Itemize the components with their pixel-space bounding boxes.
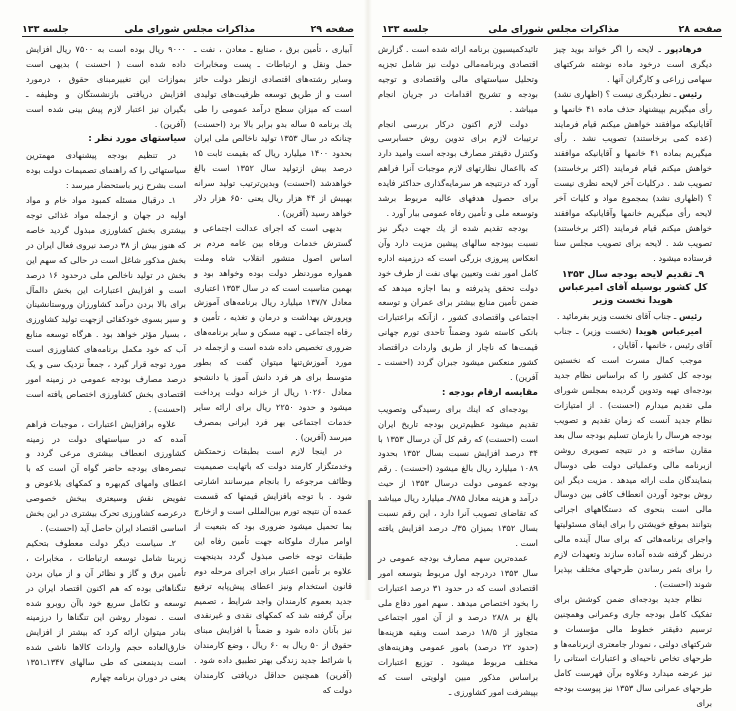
speech-text: (نخست وزیر) ـ جناب آقای رئیس ، خانمها ، آقایان ، [554, 325, 712, 351]
speaker-name: فرهادپور [665, 44, 702, 54]
left-page [0, 0, 368, 695]
paragraph: بودجه تقدیم شده از یك جهت دیگر نیز نسبت ببودجه سالهای پیشین مزیت دارد وآن انعکاس پیروزی بزرگی است که درزمینه اداره کامل امور نفت وتعیین بهای نفت از طرف خود دولت تحقق پذیرفته و بما اجازه میدهد که ضمن تأمین منابع بیشتر برای عمران و توسعه اجتماعی واقتصادی کشور ، ازآنکه براعتبارات بانکی کاسته شود وضمناً تاحدی تورم جهانی قیمت‌ها که ناچار از طریق واردات دراقتصاد کشور منعکس میشود جبران گردد (احسنت ـ آفرین) . [378, 222, 538, 382]
speaker-name: رئیس [678, 310, 702, 321]
paragraph: تائیدکمیسیون برنامه ارائه شده است . گزارش اقتصادی وبرنامه‌مالی دولت نیز شامل تجزیه وتحلیل سیاستهای مالی واقتصادی و توجیه بودجه و تشریح اقدامات در جریان انجام میباشد . [378, 44, 538, 114]
running-title: مذاکرات مجلس شورای ملی [124, 24, 256, 35]
section-heading: سیاستهای مورد نظر : [88, 134, 186, 145]
running-title: مذاکرات مجلس شورای ملی [488, 24, 620, 35]
session-number: جلسه ۱۳۳ [22, 24, 69, 35]
paragraph: دولت لازم اکنون درکار بررسی انجام ترتیبات لازم برای تدوین روش حسابرسی وکنترل دقیقتر مصارف بودجه است وامید دارد که بااعمال نظارتهای لازم موجبات آنرا فراهم آورد که درنتیجه هر سرمایه‌گذاری حداکثر فایده برای حصول هدفهای عالیه مربوط برشد وتوسعه ملی و تأمین رفاه عمومی ببار آورد . [378, 118, 538, 218]
agenda-item-heading: ۹ـ تقدیم لایحه بودجه سال ۱۳۵۳ کل کشور بوسیله آقای امیرعباس هویدا نخست وزیر [558, 268, 708, 306]
speaker-name: امیرعباس هویدا [635, 325, 702, 336]
speech-text: ـ نظردیگری نیست ؟ (اظهاری نشد) رأی میگیریم بپیشنهاد حذف ماده ۴۱ خانمها و آقایانیکه موافقند خواهش میکنم قیام فرمایند (عده کمی برخاستند) تصویب نشد . رأی میگیریم بماده ۴۱ خانمها و آقایانیکه موافقند خواهش میکنم قیام فرمایند (اکثر برخاستند) تصویب شد . درکلیات آخر لایحه نظری نیست ؟ (اظهاری نشد) بمجموع مواد و کلیات آخر لایحه رأی میگیریم خانمها وآقایانیکه موافقند خواهش میکنم قیام فرمایند (اکثر برخاستند) تصویب شد . لایحه برای تصویب مجلس سنا فرستاده میشود . [554, 88, 712, 263]
paragraph: ۹۰۰۰ ریال بوده است به ۷۵۰۰ ریال افزایش داده شده است ( احسنت ) بدیهی است بموازات این تغییرمبنای حقوق ، درمورد افزایش دریافتی بازنشستگان و وظیفه ـ بگیران نیز اعتبار لازم پیش بینی شده است (آفرین) . [26, 44, 186, 129]
left-page-inner-column [194, 42, 352, 698]
paragraph: بودجه‌ای که اینك برای رسیدگی وتصویب تقدیم میشود عظیم‌ترین بودجه تاریخ ایران است (احسنت) که رقم کل آن درسال ۱۳۵۳ با ۳۴ درصد افزایش نسبت بسال ۱۳۵۲ بحدود ۱۰۸۹ میلیارد ریال بالغ میشود (احسنت) . رقم بودجه عمومی دولت درسال ۱۳۵۳ از حیث درآمد و هزینه معادل ۷۸۵/ـ میلیارد ریال میباشد که تقاضای تصویب آنرا دارد ، این رقم نسبت بسال ۱۳۵۲ بمیزان ۳۵/ـ درصد افزایش یافته است . [378, 403, 538, 548]
paragraph: موجب کمال مسرت است که نخستین بودجه کل کشور را که براساس نظام جدید بودجه‌ای تهیه وتدوین گردیده بمجلس شورای ملی تقدیم میدارم (احسنت) . از امتیازات نظام جدید آنست که زمان تقدیم و تصویب بودجه هرسال را بازمان تسلیم بودجه سال بعد مقارن ساخته و در نتیجه تصویری روشن ازبرنامه مالی وعملیاتی دولت طی دوسال بنمایندگان ملت ارائه میدهد . مزیت دیگر این روش بوجود آوردن انعطاف کافی بین دوسال مالی است بنحوی که دستگاههای اجرائی بتوانند بموقع خویشتن را برای ایفای مسئولیتها واجرای برنامه‌هائی که برای سال آینده مالی درنظر گرفته شده آماده سازند وتعهدات لازم را برای بثمر رساندن طرحهای مختلف بپذیرا شوند (احسنت) . [554, 355, 712, 589]
page-number: صفحه ۲۹ [310, 24, 354, 35]
paragraph: در اینجا لازم است بطبقات زحمتکش وخدمتگزار کارمند دولت که باتهایت صمیمیت وظائف مرجوعه را بانجام میرسانند اشارتی شود . با توجه بافزایش قیمتها که قسمت عمده آن نتیجه تورم بین‌المللی است و ازخارج بما تحمیل میشود ضروری بود که بتبعیت از اوامر مبارك ملوکانه جهت تأمین رفاه این طبقات توجه خاصی مبذول گردد بدینجهت علاوه بر تأمین اعتبار برای اجرای مرحله دوم قانون استخدام ونیز اعطای پیش‌پایه ترفیع جدید بعموم کارمندان واجد شرایط ، تصمیم برآن گرفته شد که کمکهای نقدی و غیرنقدی نیز بآنان داده شود و ضمناً با افزایش مبنای حقوق از ۵۰ ریال به ۶۰ ریال ، وضع کارمندان با شرائط جدید زندگی بهتر تطبیق داده شود . (آفرین) همچنین حداقل دریافتی کارمندان دولت که [194, 446, 352, 695]
paragraph [554, 324, 712, 354]
right-page-outer-column [554, 42, 712, 711]
paragraph: علاوه برافزایش اعتبارات ، موجبات فراهم آمده که در سیاستهای دولت در زمینه کشاورزی انعطاف بیشتری مرعی گردد و تبصره‌های بودجه حاضر گواه آن است که با اعطای وامهای کم‌بهره و کمکهای بلاعوض و تفویض نقش وسیعتری ببخش خصوصی درعرصه کشاورزی تحرک بیشتری در این بخش اساسی اقتصاد ایران حاصل آید (احسنت) . [26, 418, 186, 533]
paragraph: ۱ـ درقبال مسئله کمبود مواد خام و مواد اولیه در جهان و ازجمله مواد غذائی توجه بیشتری بخش کشاورزی مبذول گردید خاصه که هنوز بیش از ۳۸ درصد نیروی فعال ایران در بخش مذکور شاغل است در حالی که سهم این بخش در تولید ناخالص ملی درحدود ۱۶ درصد است و افزایش اعتبارات این بخش دالمآل برای بالا بردن درآمد کشاورزان وروستانشینان و سیر بسوی خودکفائی ازجهت تولید کشاورزی ، بسیار مؤثر خواهد بود . هرگاه توسعه منابع آب که خود مکمل برنامه‌های کشاورزی است مورد توجه قرار گیرد ، جمعاً نزدیک سی و یک درصد مصارف بودجه عمومی در زمینه امور اقتصادی بخش کشاورزی اختصاص یافته است (احسنت) . [26, 195, 187, 414]
right-page [368, 0, 736, 709]
paragraph: ۲ـ سیاست دیگر دولت معطوف بتحکیم زیربنا شامل توسعه ارتباطات ، مخابرات ، تأمین برق و گاز و نظائر آن و از میان بردن تنگناهائی بوده که هم اکنون اقتصاد ایران در توسعه و تکامل سریع خود باآن روبرو شده است . نمودار روشن این تنگناها را درزمینه بنادر میتوان ارائه کرد که بیشتر از افزایش خارق‌العاده حجم واردات کالاها ناشی شده است بدینمعنی که طی سالهای ۱۳۴۷ـ۱۳۵۱ یعنی در دوران برنامه چهارم [26, 537, 186, 683]
section-heading: مقایسه ارقام بودجه : [441, 387, 538, 398]
left-page-header [22, 22, 354, 37]
left-page-outer-column [26, 42, 186, 685]
speech-text: ـ جناب آقای نخست وزیر بفرمائید . [556, 310, 679, 321]
paragraph: بدیهی است که اجرای عدالت اجتماعی و گسترش خدمات ورفاه بین عامه مردم بر اساس اصول منشور انقلاب شاه وملت همواره موردنظر دولت بوده وخواهد بود و بهمین مناسبت است که در سال ۱۳۵۳ اعتباری معادل ۱۳۷/۷ میلیارد ریال برنامه‌های آموزش وپرورش بهداشت و درمان و تغذیه ، تأمین و رفاه اجتماعی ـ تهیه مسکن و سایر برنامه‌های ضروری تخصیص داده شده است و ازجمله در مورد آموزش‌تنها میتوان گفت که بطور متوسط برای هر فرد دانش آموز یا دانشجو معادل ۱۰۲۶۰ ریال از خزانه دولت پرداخت میشود و حدود ۲۲۵۰ ریال برای ارائه سایر خدمات اجتماعی بهر فرد ایرانی بمصرف میرسد (آفرین) . [194, 222, 352, 442]
paragraph [554, 42, 712, 87]
paragraph: نظام جدید بودجه‌ای ضمن کوشش برای تفکیک کامل بودجه جاری وعمرانی وهمچنین ترسیم دقیقتر خطوط مالی مؤسسات و شرکتهای دولتی ، نمودار جامعتری ازبرنامه‌ها و طرحهای تخاص ناحیه‌ای و اعتبارات استانی را نیز عرضه میدارد وعلاوه برآن فهرست کامل طرحهای عمرانی سال ۱۳۵۳ نیز پیوست بودجه برای [554, 593, 713, 709]
page-number: صفحه ۲۸ [678, 24, 722, 35]
paragraph: عمده‌ترین سهم مصارف بودجه عمومی در سال ۱۳۵۳ دردرجه اول مربوط بتوسعه امور اقتصادی است که در حدود ۳۱ درصد اعتبارات را بخود اختصاص میدهد . سهم امور دفاع ملی بالغ بر ۲۸/۸ درصد و از آن امور اجتماعی متجاوز از ۱۸/۵ درصد است وبقیه هزینه‌ها (حدود ۲۲ درصد) بامور عمومی وهزینه‌های مختلف مربوط میشود . توزیع اعتبارات براساس مذکور مبین اولویتی است که بپیشرفت امور کشاورزی ـ [378, 552, 538, 697]
paragraph: آبیاری ، تأمین برق ، صنایع ـ معادن ، نفت ـ حمل ونقل و ارتباطات ـ پست ومخابرات وسایر رشته‌های اقتصادی ازنظر دولت حائز است و از طریق توسعه ظرفیت‌های تولیدی است که میزان سطح درآمد عمومی را طی یك برنامه ۵ ساله بدو برابر بالا برد (احسنت) چنانکه در سال ۱۳۵۳ تولید ناخالص ملی ایران بحدود ۱۴۰۰ میلیارد ریال که بقیمت ثابت ۱۵ درصد بیش ازتولید سال ۱۳۵۲ است بالغ خواهدشد (احسنت) وبدین‌ترتیب تولید سرانه بهبیش از ۴۴ هزار ریال یعنی ۶۵۰ هزار دلار خواهد رسید (آفرین) . [194, 44, 353, 218]
paragraph [554, 87, 712, 266]
paragraph: در تنظیم بودجه پیشنهادی مهمترین سیاستهائی را که راهنمای تصمیمات دولت بوده است بشرح زیر باستحضار میرسد : [26, 150, 186, 191]
right-page-header [382, 22, 722, 37]
session-number: جلسه ۱۳۳ [382, 24, 429, 35]
right-page-inner-column [378, 42, 538, 700]
paragraph [554, 309, 712, 324]
speaker-name: رئیس [678, 88, 702, 99]
speech-text: ـ لایحه را اگر خواند بوید چیز دیگری است درخود ماده نوشته شرکتهای سهامی زراعی و کارگران آنها . [554, 44, 712, 84]
